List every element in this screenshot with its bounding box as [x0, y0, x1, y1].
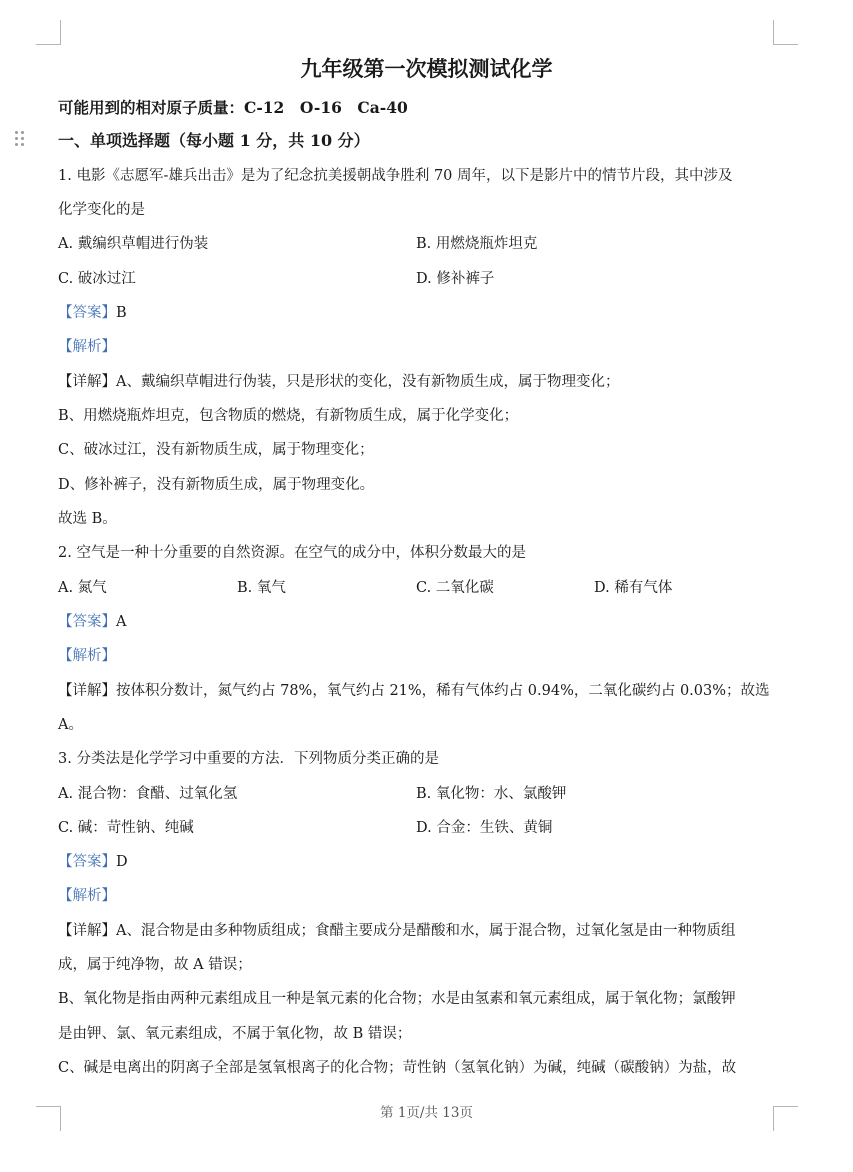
q3-detail-5: C、碱是电离出的阴离子全部是氢氧根离子的化合物；苛性钠（氢氧化钠）为碱，纯碱（碳酸钠）为盐，故 [58, 1060, 737, 1076]
q3-option-c: C. 碱：苛性钠、纯碱 [58, 820, 194, 836]
answer-value: B [116, 305, 127, 321]
drag-handle-icon[interactable] [15, 131, 25, 147]
q2-option-a: A. 氮气 [58, 580, 107, 596]
q3-detail-1 [58, 921, 735, 941]
page-title: 九年级第一次模拟测试化学 [300, 56, 553, 81]
corner-mark-top-left [36, 20, 61, 45]
q1-option-d: D. 修补裤子 [416, 271, 495, 287]
q2-option-d: D. 稀有气体 [594, 580, 673, 596]
q1-detail-1 [58, 372, 619, 392]
q3-option-b: B. 氧化物：水、氯酸钾 [416, 786, 567, 802]
q1-detail-2: B、用燃烧瓶炸坦克，包含物质的燃烧，有新物质生成，属于化学变化； [58, 408, 519, 424]
q3-option-d: D. 合金：生铁、黄铜 [416, 820, 553, 836]
page-footer: 第 1页/共 13页 [380, 1105, 473, 1121]
section-heading: 一、单项选择题（每小题 1 分，共 10 分） [58, 131, 370, 150]
q1-stem-line1: 1. 电影《志愿军-雄兵出击》是为了纪念抗美援朝战争胜利 70 周年，以下是影片中的情节片段，其中涉及 [58, 168, 733, 184]
q1-detail-4: D、修补裤子，没有新物质生成，属于物理变化。 [58, 477, 375, 493]
atomic-masses: 可能用到的相对原子质量：C-12 O-16 Ca-40 [58, 98, 408, 117]
q3-detail-2: 成，属于纯净物，故 A 错误； [58, 957, 252, 973]
detail-text: A、戴编织草帽进行伪装，只是形状的变化，没有新物质生成，属于物理变化； [116, 374, 620, 390]
q1-option-c: C. 破冰过江 [58, 271, 136, 287]
q2-analysis-tag: 【解析】 [58, 648, 116, 664]
q3-answer [58, 852, 128, 872]
q2-detail-2: A。 [58, 717, 83, 733]
q1-analysis-tag: 【解析】 [58, 339, 116, 355]
q2-detail-1 [58, 681, 770, 701]
q3-stem: 3. 分类法是化学学习中重要的方法．下列物质分类正确的是 [58, 751, 439, 767]
q2-answer [58, 612, 126, 632]
q1-detail-3: C、破冰过江，没有新物质生成，属于物理变化； [58, 442, 374, 458]
q1-answer [58, 303, 127, 323]
q1-conclusion: 故选 B。 [58, 511, 117, 527]
answer-value: A [116, 614, 127, 630]
answer-value: D [116, 854, 128, 870]
corner-mark-top-right [773, 20, 798, 45]
answer-tag: 【答案】 [58, 854, 116, 870]
q3-detail-3: B、氧化物是指由两种元素组成且一种是氧元素的化合物；水是由氢素和氧元素组成，属于氧化物；氯酸钾 [58, 991, 736, 1007]
detail-text: A、混合物是由多种物质组成；食醋主要成分是醋酸和水，属于混合物，过氧化氢是由一种物质组 [116, 923, 736, 939]
q2-option-b: B. 氧气 [237, 580, 286, 596]
q1-option-a: A. 戴编织草帽进行伪装 [58, 236, 209, 252]
q2-option-c: C. 二氧化碳 [416, 580, 494, 596]
detail-tag: 【详解】 [58, 923, 116, 939]
answer-tag: 【答案】 [58, 614, 116, 630]
q1-stem-line2: 化学变化的是 [58, 202, 145, 218]
detail-tag: 【详解】 [58, 683, 116, 699]
detail-text: 按体积分数计，氮气约占 78%，氧气约占 21%，稀有气体约占 0.94%，二氧化碳约占 0.03%；故选 [116, 683, 770, 699]
q2-stem: 2. 空气是一种十分重要的自然资源。在空气的成分中，体积分数最大的是 [58, 545, 526, 561]
q3-analysis-tag: 【解析】 [58, 888, 116, 904]
q1-option-b: B. 用燃烧瓶炸坦克 [416, 236, 538, 252]
q3-option-a: A. 混合物：食醋、过氧化氢 [58, 786, 238, 802]
q3-detail-4: 是由钾、氯、氧元素组成，不属于氧化物，故 B 错误； [58, 1026, 412, 1042]
answer-tag: 【答案】 [58, 305, 116, 321]
detail-tag: 【详解】 [58, 374, 116, 390]
